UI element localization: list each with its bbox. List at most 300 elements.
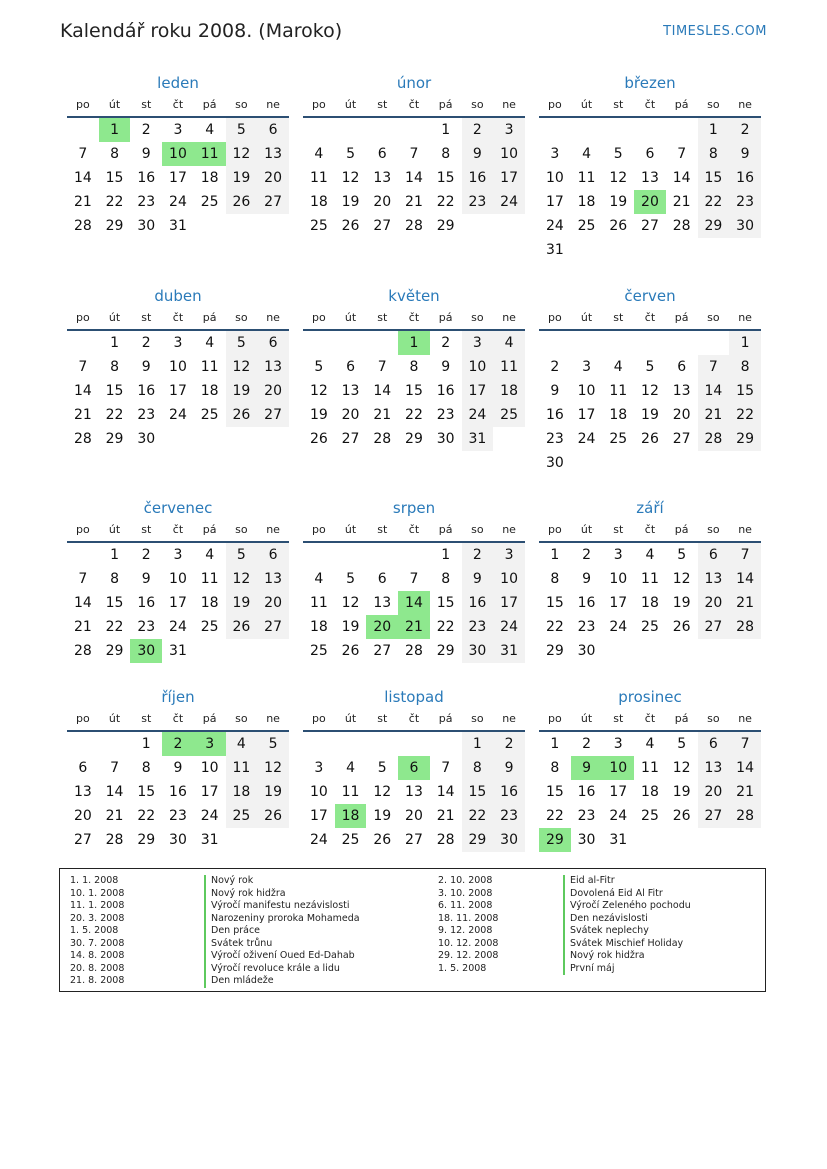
weekday-label: čt xyxy=(172,311,184,324)
month-říjen xyxy=(67,686,289,852)
day-cell: 17 xyxy=(493,166,525,190)
day-cell: 3 xyxy=(173,335,183,351)
day-cell: 7 xyxy=(409,571,419,587)
day-cell: 19 xyxy=(641,407,659,423)
empty-day-cell xyxy=(162,427,194,451)
day-cell: 24 xyxy=(462,403,494,427)
weekday-label: so xyxy=(235,311,248,324)
empty-day-cell xyxy=(539,118,571,142)
day-cell: 8 xyxy=(550,760,560,776)
day-cell: 6 xyxy=(698,543,730,567)
day-cell: 14 xyxy=(105,784,124,800)
day-cell: 12 xyxy=(341,595,360,611)
holiday-date: 20. 8. 2008 xyxy=(70,962,125,974)
week-row xyxy=(67,780,289,804)
holiday-name: Svátek trůnu xyxy=(204,938,421,951)
week-row xyxy=(67,828,289,852)
week-row xyxy=(303,379,525,403)
day-cell: 29 xyxy=(105,643,124,659)
day-cell: 11 xyxy=(309,170,328,186)
day-cell: 14 xyxy=(729,756,761,780)
month-březen xyxy=(539,72,761,262)
day-cell: 5 xyxy=(226,543,258,567)
empty-day-cell xyxy=(335,331,367,355)
holiday-date: 1. 1. 2008 xyxy=(70,875,119,886)
holiday-day-cell: 10 xyxy=(162,142,194,166)
day-cell: 12 xyxy=(309,383,328,399)
day-cell: 23 xyxy=(137,194,156,210)
day-cell: 1 xyxy=(729,331,761,355)
day-cell: 22 xyxy=(545,808,564,824)
day-cell: 14 xyxy=(73,170,92,186)
week-row xyxy=(67,142,289,166)
day-cell: 17 xyxy=(609,595,628,611)
day-cell: 19 xyxy=(341,194,360,210)
weekday-label: út xyxy=(108,712,121,725)
weekday-label: út xyxy=(344,98,357,111)
day-cell: 4 xyxy=(645,736,655,752)
empty-day-cell xyxy=(366,732,398,756)
empty-day-cell xyxy=(602,118,634,142)
day-cell: 22 xyxy=(729,403,761,427)
day-cell: 17 xyxy=(545,194,564,210)
day-cell: 26 xyxy=(341,643,360,659)
empty-day-cell xyxy=(666,118,698,142)
day-cell: 8 xyxy=(462,756,494,780)
empty-day-cell xyxy=(194,214,226,238)
holiday-name: Narozeniny proroka Mohameda xyxy=(204,913,421,926)
week-row xyxy=(67,615,289,639)
day-cell: 25 xyxy=(309,643,328,659)
month-červenec xyxy=(67,497,289,663)
day-cell: 25 xyxy=(577,218,596,234)
day-cell: 8 xyxy=(409,359,419,375)
day-cell: 13 xyxy=(257,567,289,591)
week-row xyxy=(303,591,525,615)
day-cell: 30 xyxy=(577,832,596,848)
week-row xyxy=(303,190,525,214)
week-row xyxy=(303,615,525,639)
week-row xyxy=(539,355,761,379)
weekday-label: po xyxy=(547,712,562,725)
day-cell: 28 xyxy=(73,218,92,234)
weekday-label: čt xyxy=(408,523,420,536)
week-row xyxy=(539,756,761,780)
day-cell: 16 xyxy=(137,170,156,186)
holiday-date: 6. 11. 2008 xyxy=(438,900,493,911)
day-cell: 12 xyxy=(641,383,659,399)
day-cell: 13 xyxy=(672,383,691,399)
day-cell: 15 xyxy=(105,170,124,186)
day-cell: 9 xyxy=(441,359,451,375)
holiday-dates-right xyxy=(438,875,568,975)
day-cell: 19 xyxy=(341,619,360,635)
week-row xyxy=(67,331,289,355)
day-cell: 9 xyxy=(550,383,560,399)
page-title: Kalendář roku 2008. (Maroko) xyxy=(60,20,343,42)
weekday-label: po xyxy=(547,98,562,111)
day-cell: 12 xyxy=(257,756,289,780)
day-cell: 10 xyxy=(545,170,564,186)
day-cell: 11 xyxy=(309,595,328,611)
day-cell: 15 xyxy=(462,780,494,804)
day-cell: 10 xyxy=(493,567,525,591)
day-cell: 22 xyxy=(462,804,494,828)
day-cell: 22 xyxy=(137,808,156,824)
month-name: srpen xyxy=(392,499,436,517)
day-cell: 24 xyxy=(309,832,328,848)
weekday-label: po xyxy=(75,311,90,324)
weekday-header xyxy=(67,519,289,543)
day-cell: 6 xyxy=(698,732,730,756)
day-cell: 14 xyxy=(436,784,455,800)
brand-link[interactable]: TIMESLES.COM xyxy=(663,24,767,39)
day-cell: 8 xyxy=(729,355,761,379)
weekday-label: so xyxy=(707,523,720,536)
holiday-date: 2. 10. 2008 xyxy=(438,875,493,886)
day-cell: 14 xyxy=(405,170,423,186)
day-cell: 25 xyxy=(309,218,328,234)
day-cell: 23 xyxy=(577,808,596,824)
day-cell: 21 xyxy=(405,194,423,210)
weekday-label: út xyxy=(108,98,121,111)
week-row xyxy=(303,403,525,427)
day-cell: 5 xyxy=(226,331,258,355)
holiday-names-left xyxy=(204,875,421,988)
day-cell: 6 xyxy=(257,118,289,142)
empty-day-cell xyxy=(398,543,430,567)
holiday-date: 10. 12. 2008 xyxy=(438,937,499,949)
day-cell: 11 xyxy=(609,383,628,399)
month-name: únor xyxy=(396,74,432,92)
day-cell: 27 xyxy=(257,615,289,639)
weekday-header xyxy=(303,519,525,543)
day-cell: 19 xyxy=(226,591,258,615)
day-cell: 15 xyxy=(545,784,564,800)
weekday-label: ne xyxy=(502,712,516,725)
day-cell: 26 xyxy=(309,431,328,447)
weekday-label: po xyxy=(547,523,562,536)
day-cell: 25 xyxy=(641,808,659,824)
week-row xyxy=(539,238,761,262)
holiday-date: 1. 5. 2008 xyxy=(438,962,487,974)
day-cell: 27 xyxy=(373,218,392,234)
day-cell: 14 xyxy=(672,170,691,186)
day-cell: 18 xyxy=(641,595,659,611)
day-cell: 20 xyxy=(73,808,92,824)
week-row xyxy=(67,403,289,427)
day-cell: 2 xyxy=(550,359,560,375)
day-cell: 1 xyxy=(550,736,560,752)
day-cell: 3 xyxy=(173,547,183,563)
day-cell: 16 xyxy=(729,166,761,190)
day-cell: 16 xyxy=(462,591,494,615)
day-cell: 15 xyxy=(698,166,730,190)
day-cell: 19 xyxy=(257,780,289,804)
day-cell: 22 xyxy=(698,190,730,214)
day-cell: 21 xyxy=(729,780,761,804)
day-cell: 30 xyxy=(462,639,494,663)
week-row xyxy=(67,214,289,238)
day-cell: 26 xyxy=(672,808,691,824)
day-cell: 30 xyxy=(169,832,187,848)
day-cell: 6 xyxy=(257,543,289,567)
day-cell: 29 xyxy=(405,431,423,447)
day-cell: 13 xyxy=(73,784,92,800)
day-cell: 19 xyxy=(373,808,392,824)
holiday-date: 3. 10. 2008 xyxy=(438,887,493,899)
day-cell: 24 xyxy=(609,808,628,824)
day-cell: 7 xyxy=(698,355,730,379)
weekday-label: st xyxy=(141,311,152,324)
day-cell: 13 xyxy=(641,170,659,186)
holiday-day-cell: 11 xyxy=(194,142,226,166)
empty-day-cell xyxy=(698,238,730,262)
holiday-name: Výročí manifestu nezávislosti xyxy=(204,900,421,913)
weekday-label: st xyxy=(613,712,624,725)
empty-day-cell xyxy=(666,639,698,663)
holiday-name: Den nezávislosti xyxy=(563,913,780,926)
day-cell: 18 xyxy=(309,194,328,210)
empty-day-cell xyxy=(226,828,258,852)
day-cell: 27 xyxy=(698,615,730,639)
weekday-label: st xyxy=(613,311,624,324)
weekday-label: ne xyxy=(502,523,516,536)
day-cell: 20 xyxy=(698,591,730,615)
weekday-label: ne xyxy=(266,712,280,725)
weekday-label: út xyxy=(580,311,593,324)
holiday-day-cell: 1 xyxy=(99,118,131,142)
day-cell: 31 xyxy=(462,427,494,451)
day-cell: 9 xyxy=(141,146,151,162)
holiday-dates-left xyxy=(70,875,200,988)
day-cell: 29 xyxy=(545,643,564,659)
day-cell: 6 xyxy=(257,331,289,355)
day-cell: 7 xyxy=(729,732,761,756)
weekday-header xyxy=(539,94,761,118)
month-únor xyxy=(303,72,525,238)
holiday-date: 1. 5. 2008 xyxy=(70,925,119,936)
day-cell: 24 xyxy=(493,190,525,214)
day-cell: 29 xyxy=(698,214,730,238)
day-cell: 31 xyxy=(169,218,187,234)
holiday-name: První máj xyxy=(563,963,780,976)
day-cell: 1 xyxy=(441,122,451,138)
day-cell: 24 xyxy=(609,619,628,635)
day-cell: 29 xyxy=(462,828,494,852)
day-cell: 20 xyxy=(405,808,423,824)
day-cell: 5 xyxy=(226,118,258,142)
day-cell: 24 xyxy=(493,615,525,639)
day-cell: 22 xyxy=(105,407,124,423)
month-září xyxy=(539,497,761,663)
day-cell: 11 xyxy=(226,756,258,780)
empty-day-cell xyxy=(539,331,571,355)
holiday-day-cell: 6 xyxy=(398,756,430,780)
day-cell: 10 xyxy=(169,571,187,587)
empty-day-cell xyxy=(226,214,258,238)
day-cell: 27 xyxy=(257,403,289,427)
day-cell: 16 xyxy=(577,784,596,800)
day-cell: 2 xyxy=(141,335,151,351)
day-cell: 22 xyxy=(436,619,455,635)
week-row xyxy=(539,118,761,142)
day-cell: 13 xyxy=(341,383,360,399)
day-cell: 1 xyxy=(550,547,560,563)
day-cell: 12 xyxy=(226,355,258,379)
day-cell: 18 xyxy=(577,194,596,210)
day-cell: 11 xyxy=(577,170,596,186)
day-cell: 26 xyxy=(341,218,360,234)
day-cell: 31 xyxy=(493,639,525,663)
month-name: březen xyxy=(624,74,676,92)
empty-day-cell xyxy=(430,732,462,756)
day-cell: 5 xyxy=(377,760,387,776)
day-cell: 7 xyxy=(441,760,451,776)
day-cell: 26 xyxy=(226,403,258,427)
day-cell: 30 xyxy=(137,218,156,234)
day-cell: 5 xyxy=(677,547,687,563)
holiday-date: 20. 3. 2008 xyxy=(70,912,125,924)
week-row xyxy=(539,190,761,214)
weekday-label: so xyxy=(707,712,720,725)
week-row xyxy=(67,756,289,780)
day-cell: 10 xyxy=(462,355,494,379)
day-cell: 19 xyxy=(672,784,691,800)
month-name: červen xyxy=(624,287,676,305)
empty-day-cell xyxy=(67,118,99,142)
day-cell: 17 xyxy=(493,591,525,615)
weekday-label: pá xyxy=(202,98,217,111)
empty-day-cell xyxy=(666,331,698,355)
weekday-label: pá xyxy=(674,523,689,536)
day-cell: 4 xyxy=(205,547,215,563)
day-cell: 7 xyxy=(78,359,88,375)
day-cell: 4 xyxy=(645,547,655,563)
weekday-label: so xyxy=(471,712,484,725)
day-cell: 18 xyxy=(309,619,328,635)
day-cell: 12 xyxy=(672,760,691,776)
day-cell: 10 xyxy=(169,359,187,375)
day-cell: 13 xyxy=(257,142,289,166)
day-cell: 25 xyxy=(226,804,258,828)
day-cell: 26 xyxy=(672,619,691,635)
weekday-label: út xyxy=(344,523,357,536)
holiday-day-cell: 20 xyxy=(634,190,666,214)
empty-day-cell xyxy=(571,238,603,262)
empty-day-cell xyxy=(666,828,698,852)
day-cell: 27 xyxy=(73,832,92,848)
day-cell: 16 xyxy=(577,595,596,611)
weekday-label: pá xyxy=(202,311,217,324)
day-cell: 12 xyxy=(672,571,691,587)
day-cell: 7 xyxy=(409,146,419,162)
day-cell: 21 xyxy=(73,194,92,210)
weekday-label: po xyxy=(311,712,326,725)
day-cell: 26 xyxy=(373,832,392,848)
week-row xyxy=(303,142,525,166)
day-cell: 10 xyxy=(577,383,596,399)
empty-day-cell xyxy=(729,828,761,852)
day-cell: 26 xyxy=(226,190,258,214)
holiday-name: Nový rok hidžra xyxy=(204,888,421,901)
weekday-label: út xyxy=(580,523,593,536)
day-cell: 6 xyxy=(645,146,655,162)
weekday-label: pá xyxy=(674,98,689,111)
day-cell: 19 xyxy=(309,407,328,423)
weekday-label: pá xyxy=(202,712,217,725)
day-cell: 9 xyxy=(141,359,151,375)
month-srpen xyxy=(303,497,525,663)
day-cell: 11 xyxy=(493,355,525,379)
month-name: květen xyxy=(388,287,440,305)
weekday-label: st xyxy=(377,311,388,324)
week-row xyxy=(67,732,289,756)
day-cell: 29 xyxy=(436,643,455,659)
day-cell: 7 xyxy=(377,359,387,375)
day-cell: 17 xyxy=(609,784,628,800)
empty-day-cell xyxy=(303,543,335,567)
day-cell: 4 xyxy=(205,335,215,351)
holiday-name: Eid al-Fitr xyxy=(563,875,780,888)
weekday-label: út xyxy=(580,98,593,111)
day-cell: 15 xyxy=(137,784,156,800)
empty-day-cell xyxy=(335,543,367,567)
weekday-label: pá xyxy=(438,523,453,536)
day-cell: 1 xyxy=(110,547,120,563)
weekday-label: st xyxy=(377,523,388,536)
day-cell: 21 xyxy=(73,407,92,423)
day-cell: 29 xyxy=(137,832,156,848)
empty-day-cell xyxy=(634,639,666,663)
week-row xyxy=(303,331,525,355)
day-cell: 30 xyxy=(729,214,761,238)
day-cell: 11 xyxy=(641,571,659,587)
week-row xyxy=(539,780,761,804)
day-cell: 27 xyxy=(641,218,659,234)
day-cell: 14 xyxy=(73,383,92,399)
day-cell: 15 xyxy=(105,595,124,611)
day-cell: 26 xyxy=(226,615,258,639)
weekday-label: so xyxy=(471,98,484,111)
day-cell: 25 xyxy=(493,403,525,427)
day-cell: 18 xyxy=(493,379,525,403)
week-row xyxy=(67,804,289,828)
day-cell: 21 xyxy=(672,194,691,210)
day-cell: 5 xyxy=(314,359,324,375)
weekday-label: čt xyxy=(172,523,184,536)
day-cell: 16 xyxy=(436,383,455,399)
weekday-label: ne xyxy=(738,98,752,111)
day-cell: 3 xyxy=(314,760,324,776)
day-cell: 17 xyxy=(462,379,494,403)
day-cell: 20 xyxy=(373,194,392,210)
day-cell: 21 xyxy=(73,619,92,635)
day-cell: 10 xyxy=(609,571,628,587)
empty-day-cell xyxy=(602,238,634,262)
day-cell: 20 xyxy=(698,780,730,804)
day-cell: 15 xyxy=(545,595,564,611)
day-cell: 9 xyxy=(493,756,525,780)
day-cell: 2 xyxy=(441,335,451,351)
holiday-name: Výročí oživení Oued Ed-Dahab xyxy=(204,950,421,963)
day-cell: 19 xyxy=(672,595,691,611)
week-row xyxy=(539,214,761,238)
day-cell: 26 xyxy=(257,804,289,828)
empty-day-cell xyxy=(303,118,335,142)
day-cell: 4 xyxy=(582,146,592,162)
weekday-label: pá xyxy=(438,98,453,111)
